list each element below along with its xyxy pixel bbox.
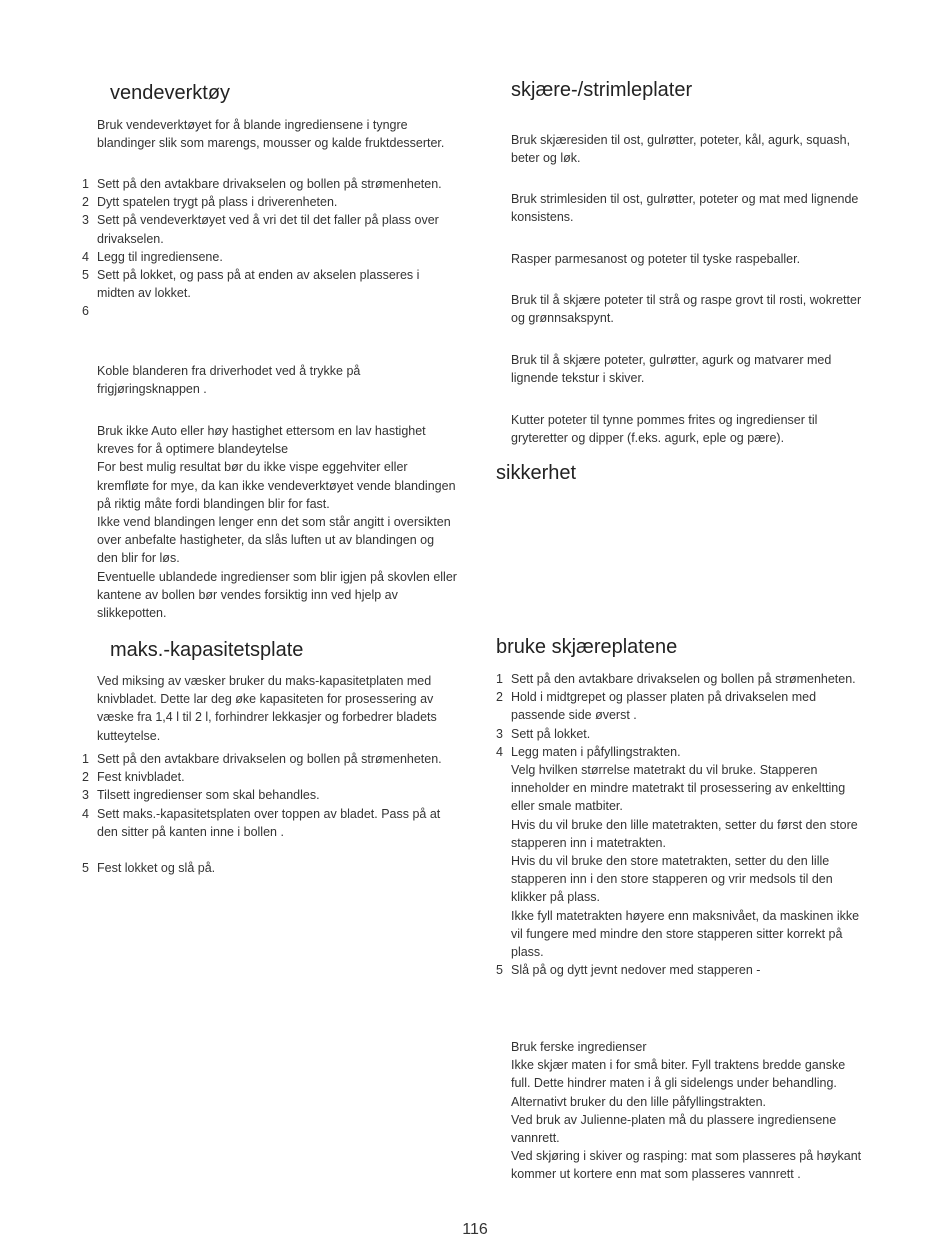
section-title-skjaere-strimleplater: skjære-/strimleplater	[511, 79, 693, 101]
skjaereplate-steps	[496, 670, 868, 979]
skjaereplate-tips	[511, 1038, 868, 1184]
list-item: 4 Legg til ingrediensene.	[82, 249, 223, 264]
list-item: 3 Sett på lokket.	[496, 726, 591, 741]
plate-use-text: Bruk skjæresiden til ost, gulrøtter, poteter, kål, agurk, squash, beter og løk.	[511, 133, 851, 166]
section-title-maks-kapasitetsplate: maks.-kapasitetsplate	[110, 639, 304, 661]
tip-text: Ved bruk av Julienne-platen må du plassere ingrediensene vannrett.	[511, 1112, 837, 1146]
list-item: 5 Sett på lokket, og pass på at enden av akselen plasseres i midten av lokket.	[82, 268, 420, 301]
list-item: 3 Sett på vendeverktøyet ved å vri det til det faller på plass over drivakselen.	[82, 213, 439, 246]
plate-use-text: Bruk strimlesiden til ost, gulrøtter, poteter og mat med lignende konsistens.	[511, 192, 859, 225]
plate-use-text: Rasper parmesanost og poteter til tyske raspeballer.	[511, 252, 801, 266]
list-item: 1 Sett på den avtakbare drivakselen og bollen på strømenheten.	[82, 752, 442, 766]
vendeverktoy-tips	[97, 422, 457, 622]
list-item: 2 Dytt spatelen trygt på plass i driverenheten.	[82, 195, 338, 210]
maks-steps	[82, 750, 457, 877]
section-title-sikkerhet: sikkerhet	[496, 462, 577, 484]
list-item: 5 Fest lokket og slå på.	[82, 861, 216, 876]
vendeverktoy-steps	[82, 175, 457, 320]
release-instruction: Koble blanderen fra driverhodet ved å trykke på frigjøringsknappen .	[97, 364, 361, 397]
step-details: Velg hvilken størrelse matetrakt du vil bruke. Stapperen inneholder en mindre matetrakt til prosessering av enkeltting eller smale matbiter. Hvis du vil bruke den lille matetrakten, setter du først den store stapperen inn i matetrakten. Hvis du vil bruke den store matetrakten, setter du den lille stapperen inn i den store stapperen og vrir medsols til den klikker på plass. Ikke fyll matetrakten høyere enn maksnivået, da maskinen ikke vil fungere med mindre den store stapperen sitter korrekt på plass.	[511, 763, 860, 960]
tip-text: Bruk ikke Auto eller høy hastighet ettersom en lav hastighet kreves for å optimere blandeytelse	[97, 424, 426, 457]
list-item: 1 Sett på den avtakbare drivakselen og bollen på strømenheten.	[496, 672, 856, 686]
list-item: 2 Hold i midtgrepet og plasser platen på drivakselen med passende side øverst .	[496, 690, 817, 723]
plate-use-text: Kutter poteter til tynne pommes frites og ingredienser til gryteretter og dipper (f.eks. agurk, eple og pære).	[511, 413, 818, 446]
tip-text: For best mulig resultat bør du ikke vispe eggehviter eller kremfløte for mye, da kan ikke vendeverktøyet vende blandingen på riktig måte fordi blandingen blir for fast.	[97, 460, 456, 511]
tip-text: Ikke vend blandingen lenger enn det som står angitt i oversikten over anbefalte hastigheter, da slås luften ut av blandingen og den blir for løs.	[97, 515, 451, 566]
tip-text: Bruk ferske ingredienser	[511, 1040, 647, 1054]
page-number: 116	[462, 1221, 488, 1238]
section-title-bruke-skjaereplatene: bruke skjæreplatene	[496, 636, 678, 658]
plate-use-text: Bruk til å skjære poteter til strå og raspe grovt til rosti, wokretter og grønnsakspynt.	[511, 293, 862, 326]
section-title-vendeverktoy: vendeverktøy	[110, 82, 231, 104]
list-item: 4 Legg maten i påfyllingstrakten. Velg hvilken størrelse matetrakt du vil bruke. Stapperen inneholder en mindre matetrakt til prosessering av enkeltting eller smale matbiter. Hvis du vil bruke den lille matetrakten, setter du først den store stapperen inn i matetrakten. Hvis du vil bruke den store matetrakten, setter du den lille stapperen inn i den store stapperen og vrir medsols til den klikker på plass. Ikke fyll matetrakten høyere enn maksnivået, da maskinen ikke vil fungere med mindre den store stapperen sitter korrekt på plass.	[496, 743, 868, 961]
tip-text: Ikke skjær maten i for små biter. Fyll traktens bredde ganske full. Dette hindrer maten i å gli sidelengs under behandling. Alternativt bruker du den lille påfyllingstrakten.	[511, 1058, 846, 1109]
list-item: 5 Slå på og dytt jevnt nedover med stapperen -	[496, 963, 761, 978]
tip-text: Ved skjøring i skiver og rasping: mat som plasseres på høykant kommer ut kortere enn mat som plasseres vannrett .	[511, 1149, 862, 1182]
tip-text: Eventuelle ublandede ingredienser som blir igjen på skovlen eller kantene av bollen bør vendes forsiktig inn ved hjelp av slikkepotten.	[97, 569, 457, 621]
list-item: 2 Fest knivbladet.	[82, 770, 185, 785]
plate-use-text: Bruk til å skjære poteter, gulrøtter, agurk og matvarer med lignende tekstur i skiver.	[511, 353, 832, 386]
maks-intro: Ved miksing av væsker bruker du maks-kapasitetplaten med knivbladet. Dette lar deg øke kapasiteten for prosessering av væske fra 1,4 l til 2 l, forhindrer lekkasjer og forbedrer bladets kutteytelse.	[97, 674, 437, 743]
list-item: 1 Sett på den avtakbare drivakselen og bollen på strømenheten.	[82, 177, 442, 191]
list-item: 3 Tilsett ingredienser som skal behandles.	[82, 788, 320, 803]
list-item: 6	[82, 304, 89, 319]
list-item: 4 Sett maks.-kapasitetsplaten over toppen av bladet. Pass på at den sitter på kanten inne i bollen .	[82, 806, 441, 839]
vendeverktoy-intro: Bruk vendeverktøyet for å blande ingrediensene i tyngre blandinger slik som marengs, mousser og kalde fruktdesserter.	[97, 118, 445, 151]
